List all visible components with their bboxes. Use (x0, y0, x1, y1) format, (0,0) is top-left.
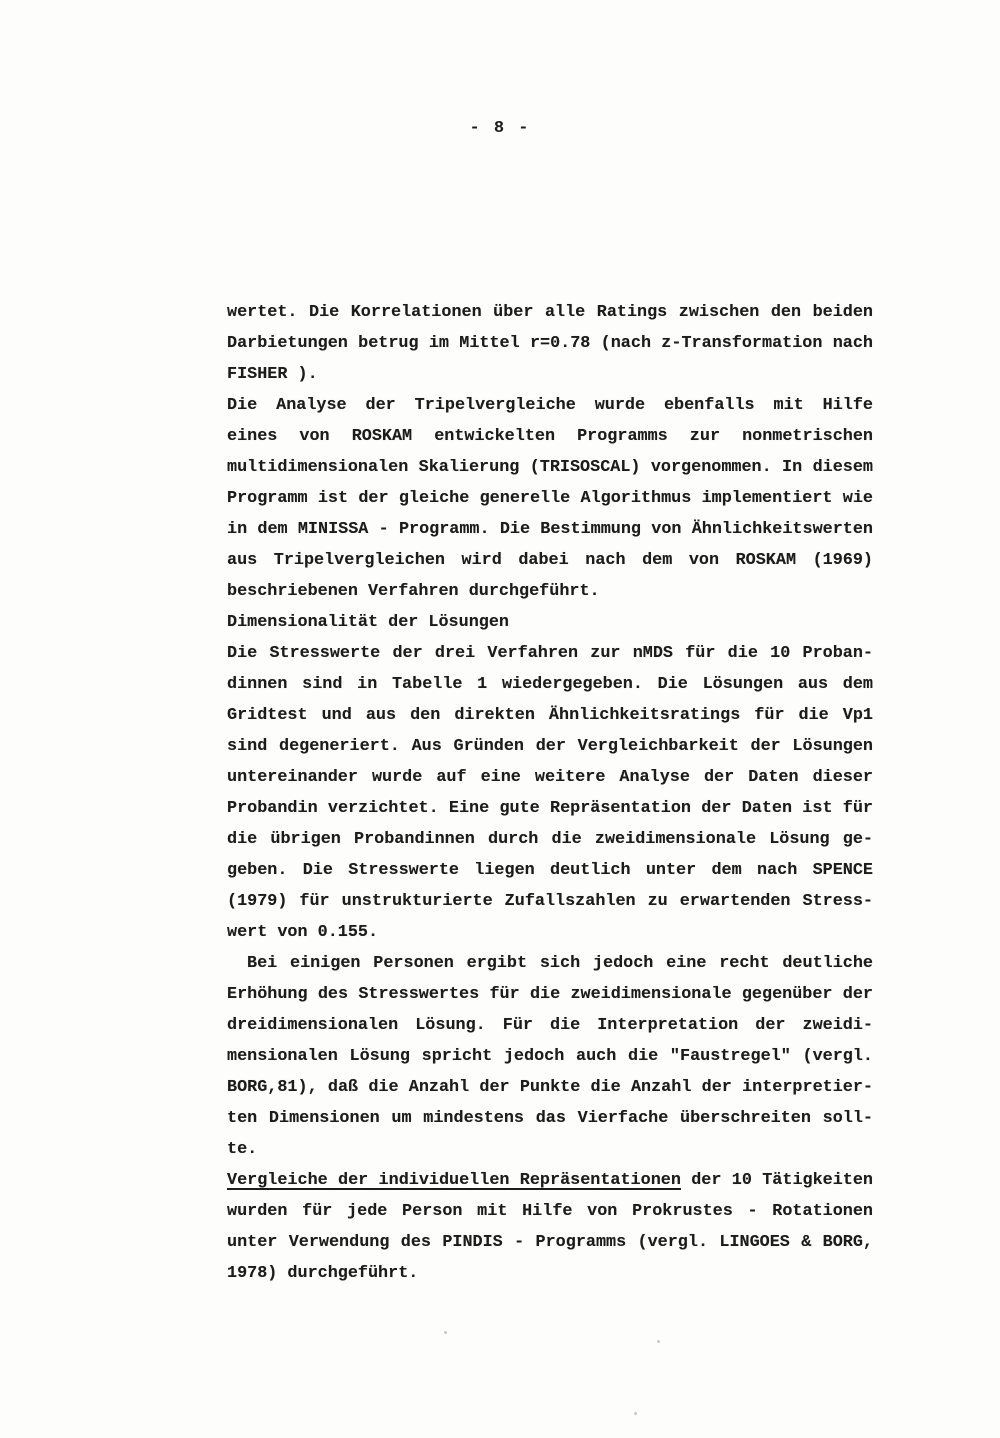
text-line: beschriebenen Verfahren durchgeführt. (227, 582, 600, 601)
text-line: ten Dimensionen um mindestens das Vierfache überschreiten soll- (227, 1109, 873, 1128)
body-text (227, 297, 873, 1289)
text-line: sind degeneriert. Aus Gründen der Vergleichbarkeit der Lösungen (227, 737, 873, 756)
scan-speck (634, 1412, 637, 1415)
page-number: - 8 - (469, 119, 531, 138)
text-line: Programm ist der gleiche generelle Algorithmus implementiert wie (227, 489, 873, 508)
text-line: Bei einigen Personen ergibt sich jedoch eine recht deutliche (247, 954, 873, 973)
text-line: multidimensionalen Skalierung (TRISOSCAL) vorgenommen. In diesem (227, 458, 873, 477)
text-line: Probandin verzichtet. Eine gute Repräsentation der Daten ist für (227, 799, 873, 818)
text-line: Die Analyse der Tripelvergleiche wurde ebenfalls mit Hilfe (227, 396, 873, 415)
scan-speck (657, 1340, 660, 1343)
text-line-rest: der 10 Tätigkeiten (680, 1171, 873, 1190)
text-line (227, 1165, 873, 1196)
text-line: (1979) für unstrukturierte Zufallszahlen zu erwartenden Stress- (227, 892, 873, 911)
text-line: dreidimensionalen Lösung. Für die Interpretation der zweidi- (227, 1016, 873, 1035)
text-line: FISHER ). (227, 365, 318, 384)
text-line: Darbietungen betrug im Mittel r=0.78 (nach z-Transformation nach (227, 334, 873, 353)
text-line: die übrigen Probandinnen durch die zweidimensionale Lösung ge- (227, 830, 873, 849)
text-line: wurden für jede Person mit Hilfe von Prokrustes - Rotationen (227, 1202, 873, 1221)
text-line: mensionalen Lösung spricht jedoch auch die "Faustregel" (vergl. (227, 1047, 873, 1066)
text-line: te. (227, 1140, 258, 1159)
text-line: BORG,81), daß die Anzahl der Punkte die Anzahl der interpretier- (227, 1078, 873, 1097)
text-line: eines von ROSKAM entwickelten Programms zur nonmetrischen (227, 427, 873, 446)
text-line: aus Tripelvergleichen wird dabei nach dem von ROSKAM (1969) (227, 551, 873, 570)
underlined-heading: Vergleiche der individuellen Repräsentationen (227, 1171, 681, 1190)
text-line: untereinander wurde auf eine weitere Analyse der Daten dieser (227, 768, 873, 787)
text-line: Erhöhung des Stresswertes für die zweidimensionale gegenüber der (227, 985, 873, 1004)
text-line: in dem MINISSA - Programm. Die Bestimmung von Ähnlichkeitswerten (227, 520, 873, 539)
text-line: wertet. Die Korrelationen über alle Ratings zwischen den beiden (227, 303, 873, 322)
text-line: unter Verwendung des PINDIS - Programms (vergl. LINGOES & BORG, (227, 1233, 873, 1252)
scan-speck (444, 1331, 447, 1334)
text-line: geben. Die Stresswerte liegen deutlich unter dem nach SPENCE (227, 861, 873, 880)
text-line: Die Stresswerte der drei Verfahren zur nMDS für die 10 Proban- (227, 644, 873, 663)
text-line: wert von 0.155. (227, 923, 379, 942)
text-line: Gridtest und aus den direkten Ähnlichkeitsratings für die Vp1 (227, 706, 873, 725)
text-line: dinnen sind in Tabelle 1 wiedergegeben. Die Lösungen aus dem (227, 675, 873, 694)
section-heading: Dimensionalität der Lösungen (227, 613, 509, 632)
text-line: 1978) durchgeführt. (227, 1264, 419, 1283)
